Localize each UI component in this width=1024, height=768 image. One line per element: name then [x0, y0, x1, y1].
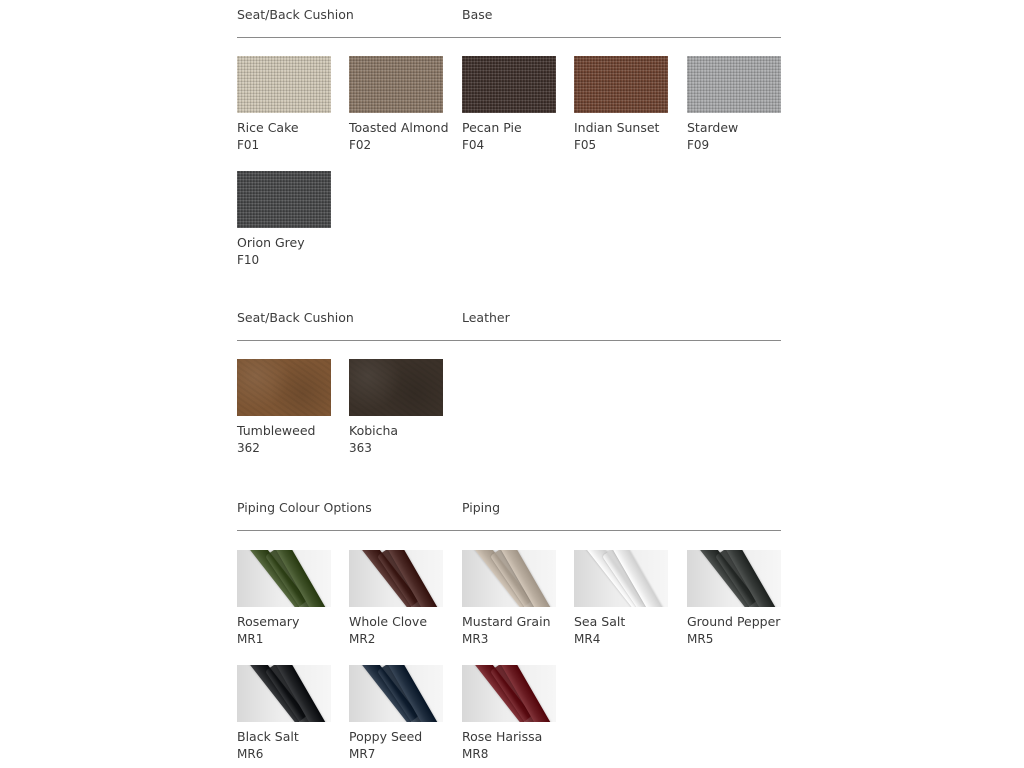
fabric-swatch[interactable] — [462, 56, 556, 113]
divider — [237, 37, 781, 38]
swatch-code: MR4 — [574, 632, 601, 646]
piping-swatch[interactable] — [349, 665, 443, 722]
fabric-swatch[interactable] — [237, 56, 331, 113]
swatch-code: MR5 — [687, 632, 714, 646]
swatch-name: Toasted Almond — [349, 120, 449, 135]
swatch-name: Sea Salt — [574, 614, 626, 629]
swatch-item[interactable] — [349, 56, 459, 154]
swatch-code: F01 — [237, 138, 260, 152]
piping-swatch[interactable] — [237, 665, 331, 722]
piping-swatch[interactable] — [349, 550, 443, 607]
section-right-header: Base — [462, 7, 493, 22]
fabric-swatch[interactable] — [574, 56, 668, 113]
divider — [237, 340, 781, 341]
swatch-item[interactable] — [237, 171, 347, 269]
swatch-name: Kobicha — [349, 423, 399, 438]
swatch-item[interactable] — [687, 56, 797, 154]
swatch-code: F10 — [237, 253, 260, 267]
section-left-header: Seat/Back Cushion — [237, 7, 354, 22]
divider — [237, 530, 781, 531]
swatch-name: Stardew — [687, 120, 739, 135]
swatch-name: Whole Clove — [349, 614, 428, 629]
piping-swatch[interactable] — [574, 550, 668, 607]
piping-swatch[interactable] — [462, 665, 556, 722]
leather-swatch[interactable] — [237, 359, 331, 416]
section-left-header: Seat/Back Cushion — [237, 310, 354, 325]
swatch-item[interactable] — [237, 56, 347, 154]
swatch-name: Pecan Pie — [462, 120, 522, 135]
swatch-item[interactable] — [574, 56, 684, 154]
swatch-item[interactable] — [349, 665, 459, 763]
section-right-header: Leather — [462, 310, 510, 325]
swatch-item[interactable] — [237, 665, 347, 763]
swatch-code: MR2 — [349, 632, 376, 646]
swatch-code: MR7 — [349, 747, 376, 761]
swatch-code: 363 — [349, 441, 372, 455]
swatch-code: MR8 — [462, 747, 489, 761]
swatch-code: MR3 — [462, 632, 489, 646]
fabric-swatch[interactable] — [349, 56, 443, 113]
swatch-item[interactable] — [574, 550, 684, 648]
swatch-name: Indian Sunset — [574, 120, 660, 135]
section-left-header: Piping Colour Options — [237, 500, 372, 515]
swatch-code: F09 — [687, 138, 710, 152]
swatch-code: MR6 — [237, 747, 264, 761]
swatch-item[interactable] — [462, 550, 572, 648]
swatch-item[interactable] — [349, 359, 459, 457]
piping-swatch[interactable] — [462, 550, 556, 607]
swatch-code: F04 — [462, 138, 485, 152]
piping-swatch[interactable] — [237, 550, 331, 607]
swatch-name: Mustard Grain — [462, 614, 551, 629]
swatch-item[interactable] — [237, 550, 347, 648]
fabric-swatch[interactable] — [687, 56, 781, 113]
swatch-name: Poppy Seed — [349, 729, 423, 744]
swatch-name: Black Salt — [237, 729, 299, 744]
swatch-item[interactable] — [462, 665, 572, 763]
piping-swatch[interactable] — [687, 550, 781, 607]
swatch-name: Rose Harissa — [462, 729, 543, 744]
swatch-item[interactable] — [349, 550, 459, 648]
swatch-code: F05 — [574, 138, 597, 152]
swatch-code: MR1 — [237, 632, 264, 646]
swatch-item[interactable] — [462, 56, 572, 154]
swatch-code: F02 — [349, 138, 372, 152]
swatch-name: Tumbleweed — [237, 423, 316, 438]
swatch-code: 362 — [237, 441, 260, 455]
leather-swatch[interactable] — [349, 359, 443, 416]
swatch-name: Rice Cake — [237, 120, 299, 135]
swatch-name: Ground Pepper — [687, 614, 781, 629]
swatch-item[interactable] — [237, 359, 347, 457]
section-right-header: Piping — [462, 500, 501, 515]
swatch-name: Orion Grey — [237, 235, 305, 250]
fabric-swatch[interactable] — [237, 171, 331, 228]
swatch-name: Rosemary — [237, 614, 300, 629]
swatch-item[interactable] — [687, 550, 797, 648]
